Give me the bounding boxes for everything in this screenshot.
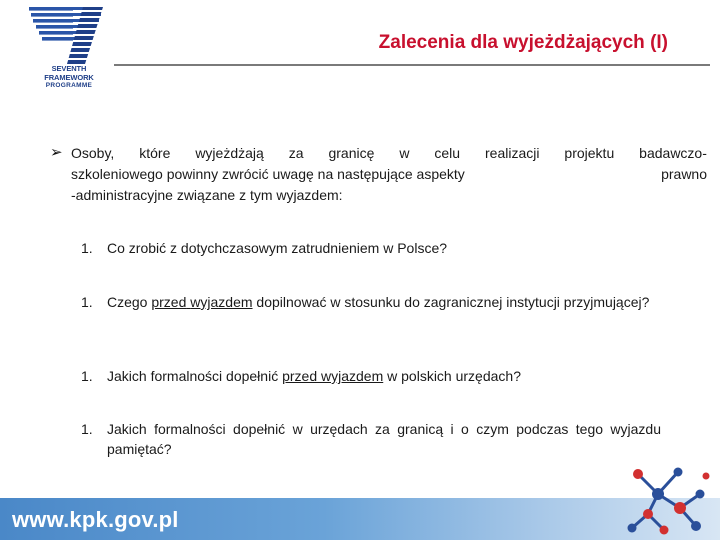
bullet-word: badawczo- [639, 145, 707, 161]
list-item-text [107, 366, 661, 386]
bullet-word: realizacji [485, 145, 540, 161]
bullet-line-1 [71, 143, 707, 164]
list-item-number: 1. [81, 240, 93, 256]
title-divider [114, 64, 710, 66]
underlined-text: przed [151, 294, 187, 310]
underlined-text: przed wyjazdem [282, 368, 384, 384]
slide-title: Zalecenia dla wyjeżdżających (I) [378, 32, 668, 53]
list-item-number: 1. [81, 294, 93, 310]
bullet-word: w [399, 145, 410, 161]
network-graph-icon [618, 464, 716, 538]
text-segment: w polskich urzędach? [383, 368, 521, 384]
logo-text [27, 64, 111, 90]
underlined-text: wyjazdem [190, 294, 253, 310]
bullet-line-3: -administracyjne związane z tym wyjazdem: [71, 187, 343, 203]
bullet-word: projektu [564, 145, 615, 161]
list-item-text [107, 292, 661, 312]
logo-line1: SEVENTH FRAMEWORK [44, 64, 94, 82]
bullet-word: które [139, 145, 171, 161]
list-item-text: Co zrobić z dotychczasowym zatrudnieniem w Polsce? [107, 240, 448, 256]
text-segment: Czego [107, 294, 152, 310]
bullet-word: za [288, 145, 304, 161]
bullet-line-2-end: prawno [661, 166, 707, 182]
logo-line2: PROGRAMME [45, 82, 93, 89]
main-bullet-text [71, 143, 707, 206]
list-item-text: Jakich formalności dopełnić w urzędach za granicą i o czym podczas tego wyjazdu pamiętać? [107, 421, 661, 457]
bullet-word: Osoby, [71, 145, 115, 161]
arrow-bullet-icon: ➢ [50, 144, 63, 161]
footer-url[interactable]: www.kpk.gov.pl [12, 507, 179, 532]
text-segment: Jakich formalności dopełnić [107, 368, 283, 384]
bullet-line-2 [71, 164, 707, 185]
list-item-number: 1. [81, 368, 93, 384]
text-segment: dopilnować w stosunku do zagranicznej instytucji przyjmującej? [252, 294, 650, 310]
bullet-word: granicę [328, 145, 375, 161]
bullet-line-2-main: szkoleniowego powinny zwrócić uwagę na następujące aspekty [71, 166, 465, 182]
bullet-word: celu [434, 145, 461, 161]
bullet-word: wyjeżdżają [195, 145, 264, 161]
list-item-number: 1. [81, 421, 93, 437]
footer-bar [0, 498, 720, 540]
